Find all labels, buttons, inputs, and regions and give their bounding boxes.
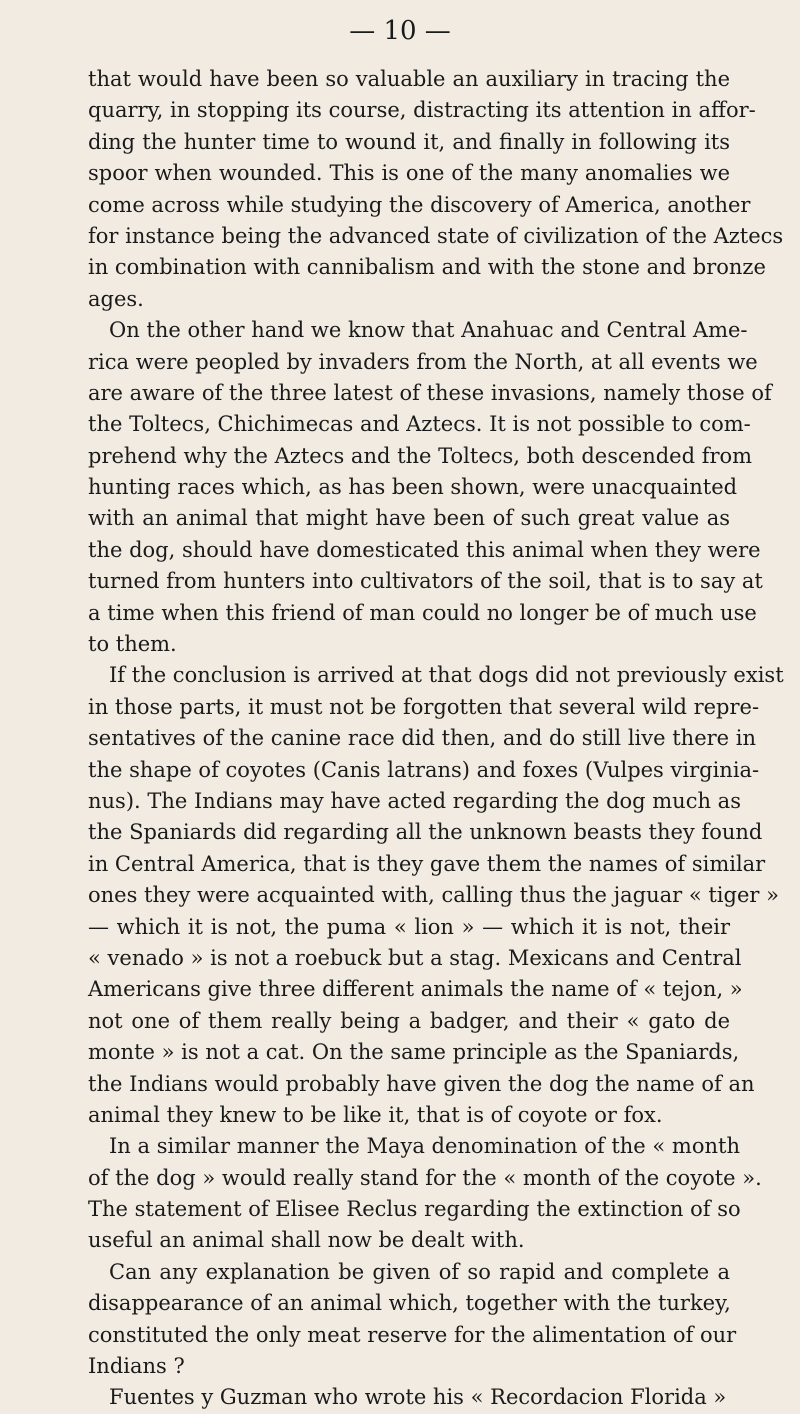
text-line: a time when this friend of man could no longer be of much use [88,600,757,625]
text-line: the Toltecs, Chichimecas and Aztecs. It is not possible to com- [88,412,751,437]
text-line: quarry, in stopping its course, distracting its attention in affor- [88,98,756,123]
text-line: the shape of coyotes (Canis latrans) and foxes (Vulpes virginia- [88,757,760,782]
text-line: come across while studying the discovery of America, another [88,192,751,217]
text-line: in combination with cannibalism and with the stone and bronze [88,255,766,280]
text-line: Americans give three different animals the name of « tejon, » [88,977,743,1002]
text-line: ding the hunter time to wound it, and finally in following its [88,129,730,154]
text-line: Indians ? [88,1354,185,1379]
text-line: are aware of the three latest of these invasions, namely those of [88,380,772,405]
text-line: The statement of Elisee Reclus regarding the extinction of so [88,1197,741,1222]
text-line: for instance being the advanced state of civilization of the Aztecs [88,223,784,248]
text-line: Can any explanation be given of so rapid and complete a [109,1259,730,1284]
text-line: animal they knew to be like it, that is of coyote or fox. [88,1102,663,1127]
text-line: prehend why the Aztecs and the Toltecs, both descended from [88,443,753,468]
text-line: rica were peopled by invaders from the North, at all events we [88,349,758,374]
page-number: — 10 — [349,16,451,46]
text-line: that would have been so valuable an auxiliary in tracing the [88,67,730,91]
text-line: with an animal that might have been of such great value as [88,506,730,531]
text-line: — which it is not, the puma « lion » — which it is not, their [88,914,730,939]
text-line: ones they were acquainted with, calling thus the jaguar « tiger » [88,883,779,908]
text-line: Fuentes y Guzman who wrote his « Recordacion Florida » [109,1385,727,1410]
text-line: hunting races which, as has been shown, were unacquainted [88,475,738,500]
text-line: useful an animal shall now be dealt with. [88,1228,525,1253]
text-line: the Indians would probably have given the dog the name of an [88,1071,755,1096]
text-line: the dog, should have domesticated this animal when they were [88,537,761,562]
text-line: constituted the only meat reserve for the alimentation of our [88,1322,737,1347]
text-line: in those parts, it must not be forgotten that several wild repre- [88,694,760,719]
text-line: to them. [88,632,177,657]
text-line: turned from hunters into cultivators of the soil, that is to say at [88,569,763,594]
text-line: in Central America, that is they gave them the names of similar [88,851,766,876]
text-line: not one of them really being a badger, and their « gato de [88,1008,730,1033]
text-line: On the other hand we know that Anahuac and Central Ame- [109,318,748,343]
text-line: spoor when wounded. This is one of the many anomalies we [88,161,730,186]
text-line: of the dog » would really stand for the « month of the coyote ». [88,1165,762,1190]
text-line: monte » is not a cat. On the same principle as the Spaniards, [88,1040,740,1065]
text-line: sentatives of the canine race did then, and do still live there in [88,726,757,751]
body-text [88,64,784,1414]
text-line: nus). The Indians may have acted regarding the dog much as [88,788,741,813]
text-line: In a similar manner the Maya denomination of the « month [109,1134,740,1159]
text-line: disappearance of an animal which, together with the turkey, [88,1291,731,1316]
text-line: « venado » is not a roebuck but a stag. Mexicans and Central [88,945,742,970]
text-line: If the conclusion is arrived at that dogs did not previously exist [109,663,784,688]
text-line: the Spaniards did regarding all the unknown beasts they found [88,820,763,845]
text-line: ages. [88,286,144,311]
